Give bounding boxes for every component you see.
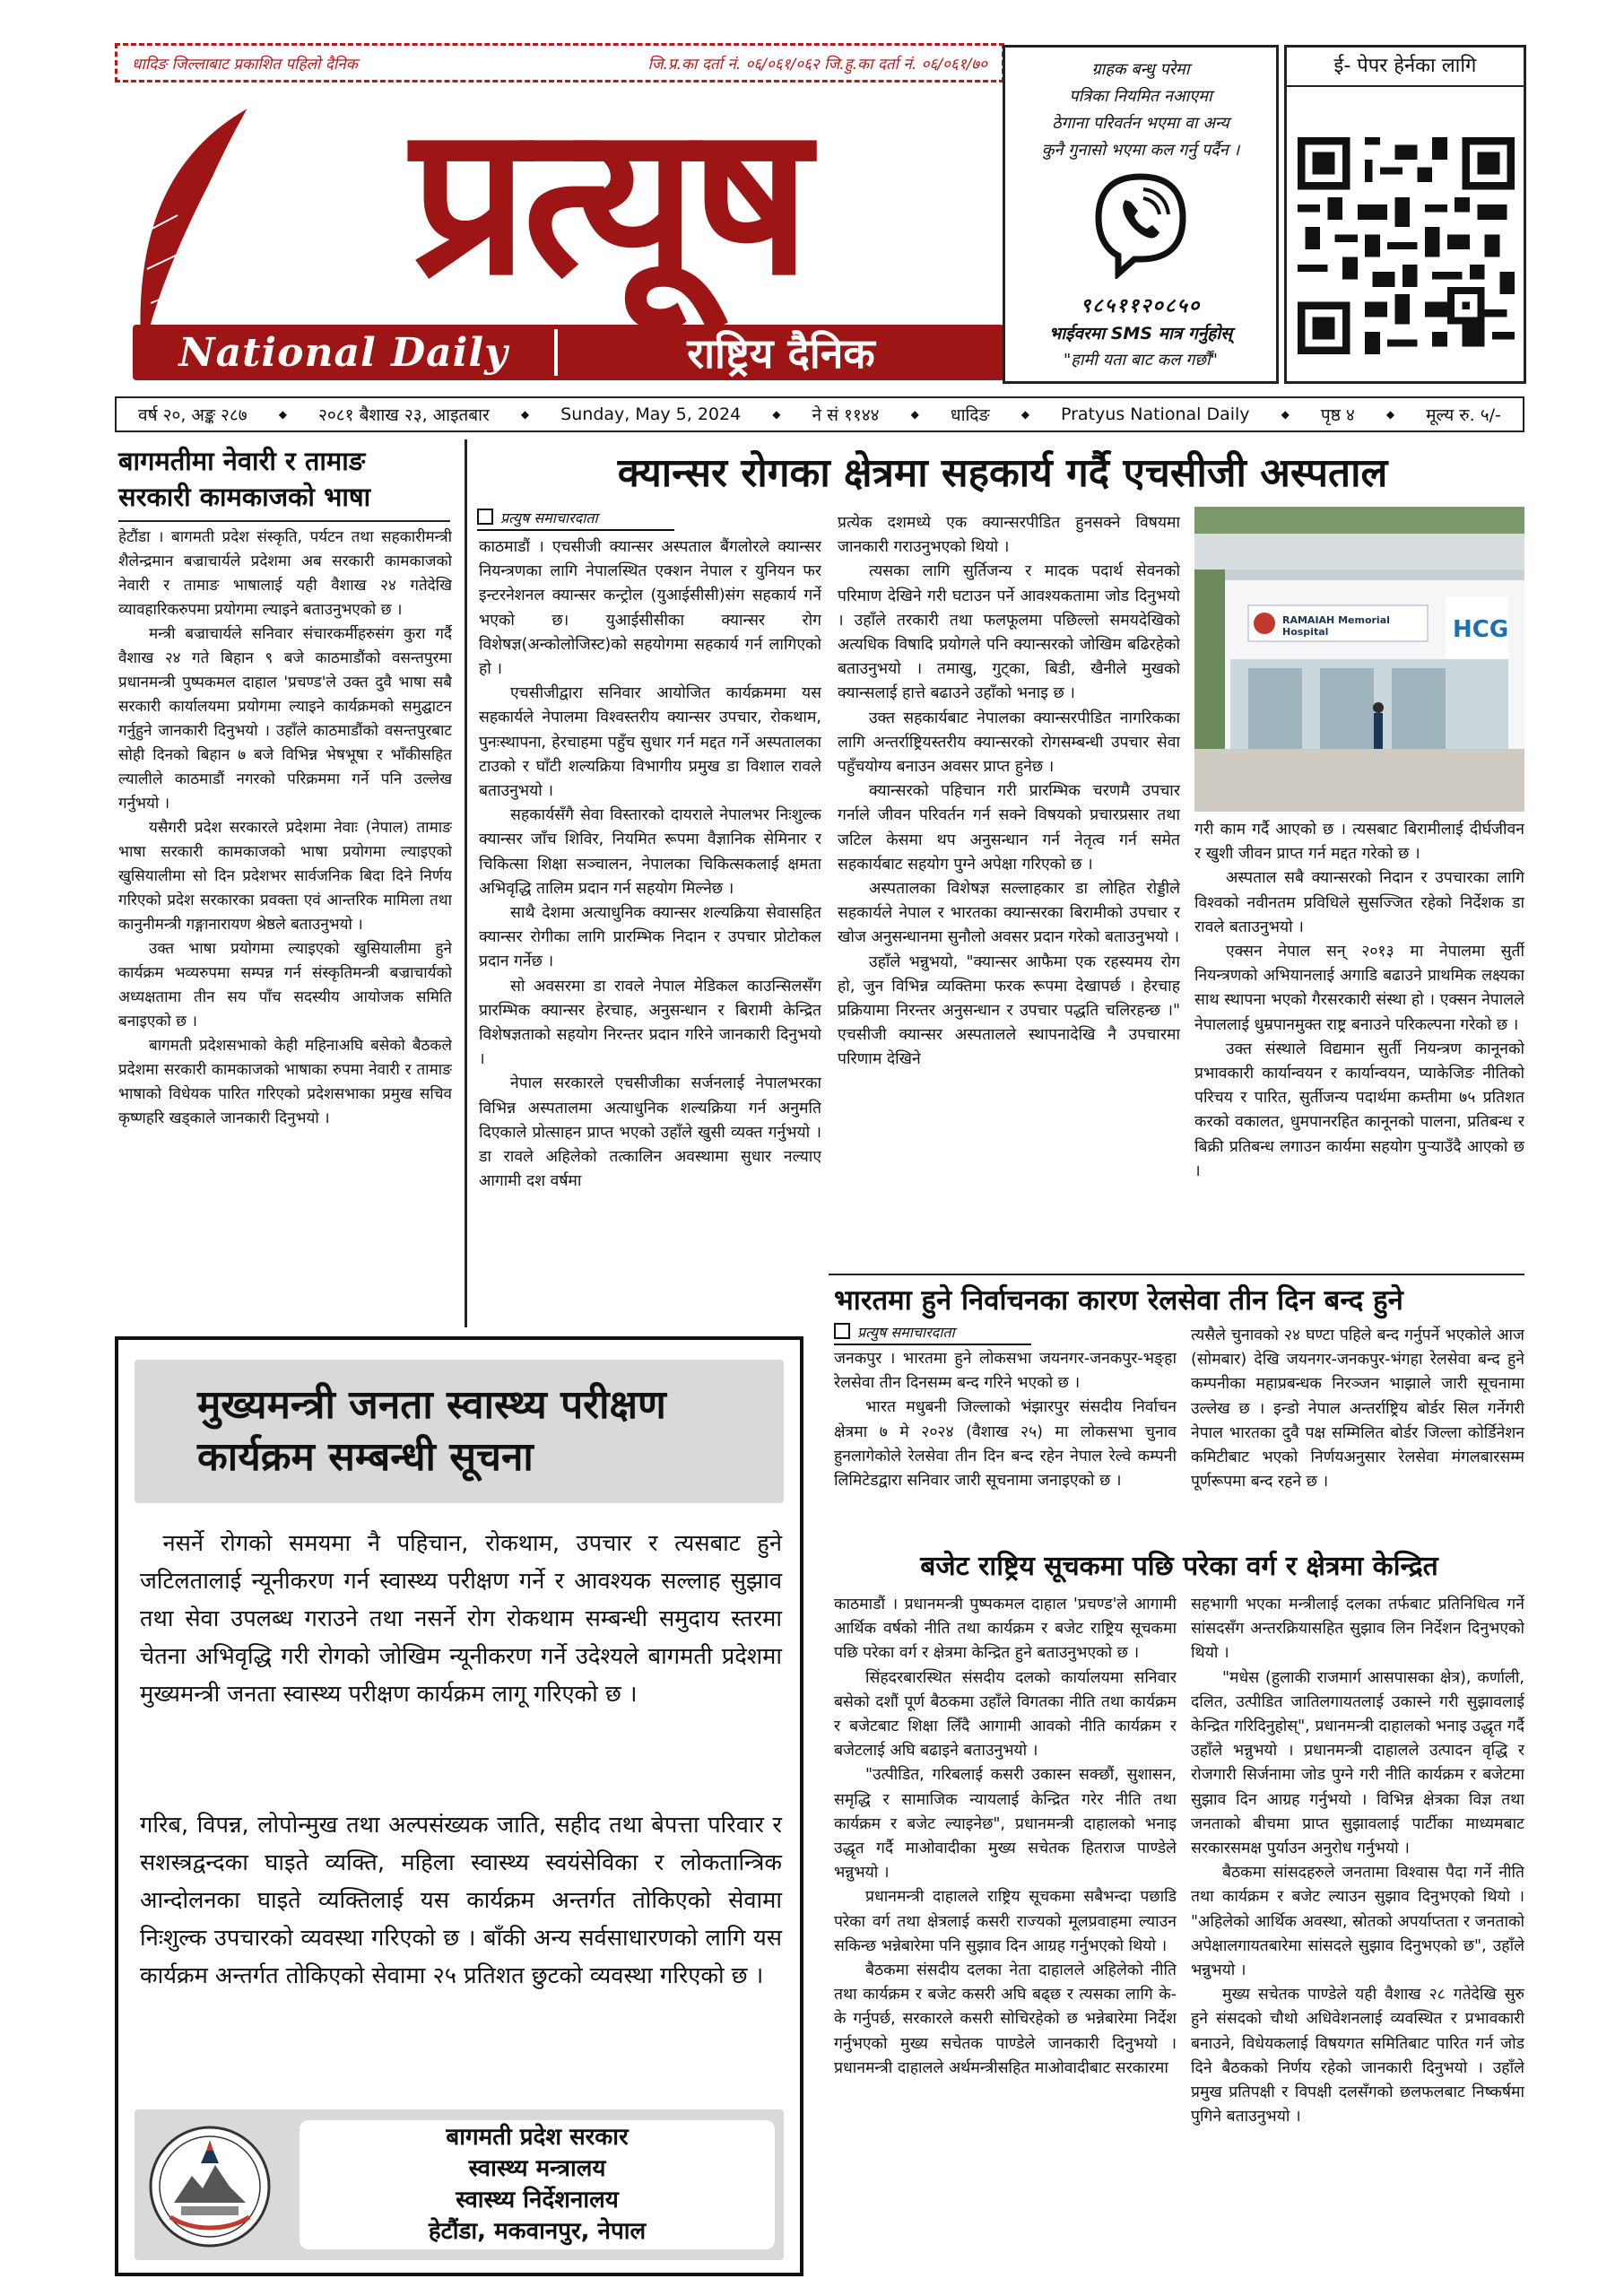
notice-paragraph-2: गरिब, विपन्न, लोपोन्मुख तथा अल्पसंख्यक जाति, सहीद तथा बेपत्ता परिवार र सशस्त्रद्वन्दका घाइते व्यक्ति, महिला स्वास्थ्य स्वयंसेविका र लोकतान्त्रिक आन्दोलनका घाइते व्यक्तिलाई यस कार्यक्रम अन्तर्गत तोकिएको सेवामा निःशुल्क उपचारको व्यवस्था गरिएको छ । बाँकी अन्य सर्वसाधारणको लागि यस कार्यक्रम अन्तर्गत तोकिएको सेवामा २५ प्रतिशत छुटको व्यवस्था गरिएको छ । [140, 1812, 782, 1989]
article-4-paragraph: "मधेस (हुलाकी राजमार्ग आसपासका क्षेत्र), कर्णाली, दलित, उत्पीडित जातिलगायतलाई उकास्ने गरी सुझावलाई केन्द्रित गरिदिनुहोस्", प्रधानमन्त्री दाहालको भनाइ उद्धृत गर्दै उहाँले भन्नुभयो । प्रधानमन्त्री दाहालले उत्पादन वृद्धि र रोजगारी सिर्जनामा जोड पुग्ने गरी नीति कार्यक्रम र बजेटमा सुझाव दिन आग्रह गर्नुभयो । विभिन्न क्षेत्रका विज्ञ तथा जनताको बीचमा प्राप्त सुझावलाई पार्टीका माध्यमबाट सरकारसमक्ष पुर्याउन अनुरोध गर्नुभयो । [1191, 1668, 1524, 1858]
article-2-paragraph: क्यान्सरको पहिचान गरी प्रारम्भिक चरणमै उपचार गर्नाले जीवन परिवर्तन गर्न सक्ने विषयको प्रचारप्रसार तथा जटिल केसमा थप अनुसन्धान गर्न नेतृत्व गर्न समेत सहकार्यबाट सहयोग पुग्ने अपेक्षा गरिएको छ । [838, 782, 1180, 874]
issuer-line-2: स्वास्थ्य मन्त्रालय [468, 2155, 606, 2182]
subscriber-notice [1003, 45, 1279, 384]
issuer-office [300, 2120, 775, 2249]
article-2-paragraph: उक्त सहकार्यबाट नेपालका क्यान्सरपीडित नागरिकका लागि अन्तर्राष्ट्रियस्तरीय क्यान्सरको रोगसम्बन्धी उपचार सेवा पहुँचयोग्य बनाउन अवसर प्राप्त हुनेछ । [838, 709, 1180, 777]
article-4-paragraph: बैठकमा सांसदहरुले जनतामा विश्वास पैदा गर्ने नीति तथा कार्यक्रम र बजेट ल्याउन सुझाव दिनुभएको थियो । "अहिलेको आर्थिक अवस्था, स्रोतको अपर्याप्तता र जनताको अपेक्षालगायतबारेमा सांसदले सुझाव दिनुभएको छ", उहाँले भन्नुभयो । [1191, 1864, 1524, 1980]
article-2-paragraph: अस्पताल सबै क्यान्सरको निदान र उपचारका लागि विश्वको नवीनतम प्रविधिले सुसज्जित रहेको निर्देशक डा रावले बताउनुभयो । [1194, 869, 1524, 936]
article-1-body [118, 526, 452, 1324]
article-3-headline: भारतमा हुने निर्वाचनका कारण रेलसेवा तीन दिन बन्द हुने [834, 1284, 1403, 1317]
notice-line-3: ठेगाना परिवर्तन भएमा वा अन्य [1052, 114, 1229, 133]
paper-name: Pratyus National Daily [1061, 404, 1250, 424]
notice-motto: "हामी यता बाट कल गर्छौं" [1064, 351, 1218, 370]
dateline: वर्ष २०, अङ्क २८७ ◆ २०८१ बैशाख २३, आइतबार ◆ Sunday, May 5, 2024 ◆ ने सं ११४४ ◆ धादिङ ◆ Pratyus National Daily ◆ पृष्ठ ४ ◆ मूल्य रु. ५/- [115, 396, 1524, 432]
notice-line-2: पत्रिका नियमित नआएमा [1069, 87, 1212, 106]
notice-sms-text: भाईवरमा SMS मात्र गर्नुहोस् [1048, 324, 1233, 344]
article-3-byline: प्रत्युष समाचारदाता [834, 1322, 1031, 1345]
nepal-era: ने सं ११४४ [812, 405, 880, 425]
section-divider [829, 1274, 1524, 1275]
article-2-paragraph: काठमाडौं । एचसीजी क्यान्सर अस्पताल बैंगलोरले क्यान्सर नियन्त्रणका लागि नेपालस्थित एक्शन नेपाल र युनियन फर इन्टरनेशनल क्यान्सर कन्ट्रोल (युआईसीसी)संग सहकार्य गर्ने भएको छ। युआईसीसीका क्यान्सर रोग विशेषज्ञ(अन्कोलोजिस्ट)को सहयोगमा सहकार्य गर्न लागिएको हो । [479, 538, 821, 679]
hospital-entrance-image [1194, 507, 1524, 812]
article-4-paragraph: प्रधानमन्त्री दाहालले राष्ट्रिय सूचकमा सबैभन्दा पछाडि परेका वर्ग तथा क्षेत्रलाई कसरी राज्यको मूलप्रवाहमा ल्याउन सकिन्छ भन्नेबारेमा पनि सुझाव दिन आग्रह गर्नुभएको थियो । [834, 1888, 1177, 1955]
notice-issuer [135, 2109, 784, 2260]
article-2-paragraph: साथै देशमा अत्याधुनिक क्यान्सर शल्यक्रिया सेवासहित क्यान्सर रोगीका लागि प्रारम्भिक निदान र उपचार प्रोटोकल प्रदान गर्नेछ । [479, 904, 821, 971]
article-1-headline-line-1: बागमतीमा नेवारी र तामाङ [118, 446, 366, 476]
price: मूल्य रु. ५/- [1426, 405, 1501, 425]
article-2-paragraph: अस्पतालका विशेषज्ञ सल्लाहकार डा लोहित रोड्डीले सहकार्यले नेपाल र भारतका क्यान्सरका बिरामीको उपचार र खोज अनुसन्धानमा सुनौलो अवसर प्रदान गरेको बताउनुभयो । [838, 880, 1180, 947]
qr-label: ई- पेपर हेर्नका लागि [1287, 48, 1524, 87]
article-2-paragraph: सहकार्यसँगै सेवा विस्तारको दायराले नेपालभर निःशुल्क क्यान्सर जाँच शिविर, नियमित रूपमा वैज्ञानिक सेमिनार र चिकित्सा शिक्षा सञ्चालन, नेपालका चिकित्सकलाई क्षमता अभिवृद्धि तालिम प्रदान गर्न सहयोग मिल्नेछ । [479, 806, 821, 898]
article-3-paragraph: त्यसैले चुनावको २४ घण्टा पहिले बन्द गर्नुपर्ने भएकोले आज (सोमबार) देखि जयनगर-जनकपुर-भंगहा रेलसेवा बन्द हुने कम्पनीका महाप्रबन्धक निरञ्जन भाझाले जारी सूचनामा उल्लेख छ । इन्डो नेपाल अन्तर्राष्ट्रिय बोर्डर सिल गर्नेगरी नेपाल भारतका दुवै पक्ष सम्मिलित बोर्डर जिल्ला कोर्डिनेशन कमिटीबाट भएको निर्णयअनुसार रेलसेवा मंगलबारसम्म पूर्णरूपमा बन्द रहने छ । [1191, 1326, 1524, 1492]
article-1-paragraph: यसैगरी प्रदेश सरकारले प्रदेशमा नेवाः (नेपाल) तामाङ भाषा सरकारी कामकाजको भाषा प्रयोगमा ल्याइएको खुसियालीमा सो दिन प्रदेशभर सार्वजनिक बिदा दिने निर्णय गरिएको प्रदेश सरकारका प्रवक्ता एवं आन्तरिक मामिला तथा कानुनीमन्त्री गङ्गानारायण श्रेष्ठले बताउनुभयो । [118, 819, 452, 934]
article-2-paragraph: प्रत्येक दशमध्ये एक क्यान्सरपीडित हुनसक्ने विषयमा जानकारी गराउनुभएको थियो । [838, 514, 1180, 557]
article-1-paragraph: उक्त भाषा प्रयोगमा ल्याइएको खुसियालीमा हुने कार्यक्रम भव्यरुपमा सम्पन्न गर्न संस्कृतिमन्त्री बज्राचार्यको अध्यक्षतामा तीन सय पाँच सदस्यीय आयोजक समिति बनाइएको छ । [118, 940, 452, 1031]
hospital-photo [1194, 507, 1524, 812]
article-4-paragraph: बैठकमा संसदीय दलका नेता दाहालले अहिलेको नीति तथा कार्यक्रम र बजेट कसरी अघि बढ्छ र त्यसका लागि के-के गर्नुपर्छ, सरकारले कसरी सोचिरहेको छ भन्नेबारेमा निर्देश गर्नुभएको मुख्य सचेतक पाण्डेले जानकारी दिनुभयो । प्रधानमन्त्री दाहालले अर्थमन्त्रीसहित माओवादीबाट सरकारमा [834, 1961, 1177, 2077]
article-1-paragraph: बागमती प्रदेशसभाको केही महिनाअघि बसेको बैठकले प्रदेशमा सरकारी कामकाजको भाषाका रुपमा नेवारी र तामाङ भाषाको विधेयक पारित गरिएको प्रदेशसभाका प्रमुख सचिव कृष्णहरि खड्काले जानकारी दिनुभयो । [118, 1037, 452, 1127]
issuer-line-4: हेटौंडा, मकवानपुर, नेपाल [428, 2218, 647, 2245]
article-2-byline: प्रत्युष समाचारदाता [477, 508, 674, 531]
article-4-paragraph: सिंहदरबारस्थित संसदीय दलको कार्यालयमा सनिवार बसेको दशौं पूर्ण बैठकमा उहाँले विगतका नीति तथा कार्यक्रम र बजेटबाट शिक्षा लिँदै आगामी आवको नीति कार्यक्रम र बजेटलाई अघि बढाइने बताउनुभयो । [834, 1668, 1177, 1761]
notice-line-4: कुनै गुनासो भएमा कल गर्नु पर्दैन । [1041, 141, 1240, 160]
publication-place: धादिङ [950, 405, 990, 425]
article-2-paragraph: नेपाल सरकारले एचसीजीका सर्जनलाई नेपालभरका विभिन्न अस्पतालमा अत्याधुनिक शल्यक्रिया गर्न अनुमति दिएकाले प्रोत्साहन प्राप्त भएको उहाँले खुसी व्यक्त गर्नुभयो । डा रावले अहिलेको तत्कालिन अवस्थामा सुधार नल्याए आगामी दश वर्षमा [479, 1074, 821, 1191]
article-2-column-2 [838, 511, 1180, 1256]
newspaper-logo [115, 82, 1004, 382]
epaper-qr-box [1284, 45, 1526, 384]
article-3-column-2 [1191, 1324, 1524, 1539]
article-2-column-1 [479, 535, 821, 1325]
article-1-headline-rule [118, 520, 450, 522]
registration-right: जि.प्र.का दर्ता नं. ०६/०६१/०६२ जि.हु.का दर्ता नं. ०६/०६१/७० [647, 55, 987, 74]
registration-left: धादिङ जिल्लाबाट प्रकाशित पहिलो दैनिक [132, 55, 358, 74]
article-2-paragraph: उहाँले भन्नुभयो, "क्यान्सर आफैमा एक रहस्यमय रोग हो, जुन विभिन्न व्यक्तिमा फरक रूपमा देखापर्छ । हेरचाह प्रक्रियामा निरन्तर अनुसन्धान र उपचार पद्धति चलिरहन्छ ।" एचसीजी क्यान्सर अस्पतालले स्थापनादेखि नै उपचारमा परिणाम देखिने [838, 952, 1180, 1069]
notice-line-1: ग्राहक बन्धु परेमा [1091, 60, 1190, 79]
article-2-paragraph: त्यसका लागि सुर्तिजन्य र मादक पदार्थ सेवनको परिमाण देखिने गरी घटाउन पर्ने आवश्यकतामा जोड दिनुभयो । उहाँले तरकारी तथा फलफूलमा पछिल्लो समयदेखिको अत्यधिक विषादि प्रयोगले पनि क्यान्सरको जोखिम बढिरहेको बताउनुभयो । तमाखु, गुट्का, बिडी, खैनीले मुखको क्यान्सलाई हात्ते बढाउने उहाँको भनाइ छ । [838, 562, 1180, 703]
article-4-paragraph: "उत्पीडित, गरिबलाई कसरी उकास्न सक्छौं, सुशासन, समृद्धि र सामाजिक न्यायलाई केन्द्रित गरेर नीति तथा कार्यक्रम र बजेट ल्याइनेछ", प्रधानमन्त्री दाहालको भनाइ उद्धृत गर्दै माओवादीका मुख्य सचेतक हितराज पाण्डेले भन्नुभयो । [834, 1766, 1177, 1883]
logo-english-name: National Daily [178, 329, 508, 376]
article-1-paragraph: मन्त्री बज्राचार्यले सनिवार संचारकर्मीहरुसंग कुरा गर्दै वैशाख २४ गते बिहान ९ बजे काठमाडौंको वसन्तपुरमा प्रधानमन्त्री पुष्पकमल दाहाल 'प्रचण्ड'ले उक्त दुवै भाषा सबै सरकारी कार्यालयमा प्रयोगमा ल्याइने कार्यक्रमको समुद्घाटन गर्नुहुने जानकारी दिनुभयो । उहाँले काठमाडौंको वसन्तपुरबाट सोही दिनको बिहान ७ बजे विभिन्न भेषभूषा र भाँकीसहित ल्यालीले काठमाडौं नगरको परिक्रममा गर्ने पनि उल्लेख गर्नुभयो । [118, 625, 452, 813]
issuer-line-1: बागमती प्रदेश सरकार [446, 2124, 629, 2151]
registration-strip [115, 43, 1004, 83]
date-english: Sunday, May 5, 2024 [560, 404, 742, 424]
notice-title-line-2: कार्यक्रम सम्बन्धी सूचना [197, 1434, 534, 1480]
article-4-paragraph: काठमाडौं । प्रधानमन्त्री पुष्पकमल दाहाल 'प्रचण्ड'ले आगामी आर्थिक वर्षको नीति तथा कार्यक्रम र बजेट राष्ट्रिय सूचकमा पछि परेका वर्ग र क्षेत्रमा केन्द्रित हुने बताउनुभएको छ । [834, 1596, 1177, 1663]
issue-number: वर्ष २०, अङ्क २८७ [138, 405, 248, 425]
article-4-paragraph: सहभागी भएका मन्त्रीलाई दलका तर्फबाट प्रतिनिधित्व गर्ने सांसदसँग अन्तरक्रियासहित सुझाव लिन निर्देशन दिनुभएको थियो । [1191, 1596, 1524, 1663]
hospital-sign-hcg: HCG [1453, 616, 1509, 643]
notice-title [135, 1360, 784, 1503]
column-divider [465, 439, 467, 1327]
logo-band [133, 325, 1004, 380]
article-4-column-2 [1191, 1593, 1524, 2283]
date-nepali: २०८१ बैशाख २३, आइतबार [318, 405, 490, 425]
article-4-headline: बजेट राष्ट्रिय सूचकमा पछि परेका वर्ग र क्षेत्रमा केन्द्रित [920, 1551, 1438, 1582]
article-2-paragraph: एक्सन नेपाल सन् २०१३ मा नेपालमा सुर्ती नियन्त्रणको अभियानलाई अगाडि बढाउने प्राथमिक लक्ष्यका साथ स्थापना भएको गैरसरकारी संस्था हो । एक्सन नेपालले नेपाललाई धुम्रपानमुक्त राष्ट्र बनाउने परिकल्पना गरेको छ । [1194, 943, 1524, 1034]
article-2-column-3 [1194, 818, 1524, 1266]
viber-phone-icon [1091, 171, 1190, 279]
hospital-sign-ramaiah: RAMAIAH Memorial Hospital [1282, 614, 1390, 638]
issuer-line-3: स्वास्थ्य निर्देशनालय [456, 2187, 619, 2213]
article-1-headline-line-2: सरकारी कामकाजको भाषा [118, 482, 371, 512]
qr-code-icon[interactable] [1298, 137, 1515, 354]
article-4-column-1 [834, 1593, 1177, 2283]
notice-phone-number: ९८५११२०८५० [1080, 295, 1202, 317]
logo-nepali-subtitle: राष्ट्रिय दैनिक [687, 329, 875, 378]
page-count: पृष्ठ ४ [1320, 405, 1355, 425]
masthead [115, 43, 1004, 382]
notice-title-line-1: मुख्यमन्त्री जनता स्वास्थ्य परीक्षण [197, 1382, 666, 1428]
logo-wordmark: प्रत्यूष [411, 82, 805, 321]
article-2-headline: क्यान्सर रोगका क्षेत्रमा सहकार्य गर्दै एचसीजी अस्पताल [617, 450, 1388, 496]
article-2-paragraph: एचसीजीद्वारा सनिवार आयोजित कार्यक्रममा यस सहकार्यले नेपालमा विश्वस्तरीय क्यान्सर उपचार, रोकथाम, पुनःस्थापना, हेरचाहमा पहुँच सुधार गर्न मद्दत गर्ने अस्पतालका टाउको र घाँटी शल्यक्रिया विभागीय प्रमुख डा विशाल रावले बताउनुभयो । [479, 684, 821, 801]
nepal-emblem-icon [147, 2124, 273, 2249]
health-program-notice [115, 1336, 803, 2276]
article-2-paragraph: गरी काम गर्दै आएको छ । त्यसबाट बिरामीलाई दीर्घजीवन र खुशी जीवन प्राप्त गर्न मद्दत गरेको छ । [1194, 821, 1524, 864]
article-4-paragraph: मुख्य सचेतक पाण्डेले यही वैशाख २८ गतेदेखि सुरु हुने संसदको चौथो अधिवेशनलाई व्यवस्थित र प्रभावकारी बनाउने, विधेयकलाई विषयगत समितिबाट पारित गर्न जोड दिने बैठकको निर्णय रहेको जानकारी दिनुभयो । उहाँले प्रमुख प्रतिपक्षी र विपक्षी दलसँगको छलफलबाट निष्कर्षमा पुगिने बताउनुभयो । [1191, 1986, 1524, 2126]
article-2-paragraph: उक्त संस्थाले विद्यमान सुर्ती नियन्त्रण कानूनको प्रभावकारी कार्यान्वयन र कार्यान्वयन, प्याकेजिङ नीतिको परिचय र पारित, सुर्तीजन्य पदार्थमा कम्तीमा ७५ प्रतिशत करको वकालत, धुमपानरहित कानूनको पालना, प्रतिबन्ध र बिक्री प्रतिबन्ध लगाउन कार्यमा सहयोग पुऱ्याउँदै आएको छ । [1194, 1039, 1524, 1180]
article-1-headline [118, 443, 452, 515]
article-1-paragraph: हेटौंडा । बागमती प्रदेश संस्कृति, पर्यटन तथा सहकारीमन्त्री शैलेन्द्रमान बज्राचार्यले प्रदेशमा अब सरकारी कामकाजको नेवारी र तामाङ भाषालाई यही वैशाख २४ गतेदेखि व्यावहारिकरुपमा प्रयोगमा ल्याइने बताउनुभएको छ । [118, 528, 452, 619]
notice-paragraph-1: नसर्ने रोगको समयमा नै पहिचान, रोकथाम, उपचार र त्यसबाट हुने जटिलतालाई न्यूनीकरण गर्न स्वास्थ्य परीक्षण गर्ने र आवश्यक सल्लाह सुझाव तथा सेवा उपलब्ध गराउने तथा नसर्ने रोग रोकथाम सम्बन्धी समुदाय स्तरमा चेतना अभिवृद्धि गरी रोगको जोखिम न्यूनीकरण गर्ने उदेश्यले बागमती प्रदेशमा मुख्यमन्त्री जनता स्वास्थ्य परीक्षण कार्यक्रम लागू गरिएको छ । [140, 1530, 782, 1708]
article-2-paragraph: सो अवसरमा डा रावले नेपाल मेडिकल काउन्सिलसँग प्रारम्भिक क्यान्सर हेरचाह, अनुसन्धान र बिरामी केन्द्रित विशेषज्ञताको सहयोग निरन्तर प्रदान गरिने जानकारी दिनुभयो । [479, 977, 821, 1069]
article-3-column-1 [834, 1347, 1177, 1543]
article-3-paragraph: भारत मधुबनी जिल्लाको भंझारपुर संसदीय निर्वाचन क्षेत्रमा ७ मे २०२४ (वैशाख २५) मा लोकसभा चुनाव हुनलागेकोले रेलसेवा तीन दिन बन्द रहेन नेपाल रेल्वे कम्पनी लिमिटेडद्वारा सनिवार जारी सूचनामा जनाइएको छ । [834, 1398, 1177, 1491]
article-3-paragraph: जनकपुर । भारतमा हुने लोकसभा जयनगर-जनकपुर-भङ्हा रेलसेवा तीन दिनसम्म बन्द गरिने भएको छ । [834, 1350, 1177, 1393]
